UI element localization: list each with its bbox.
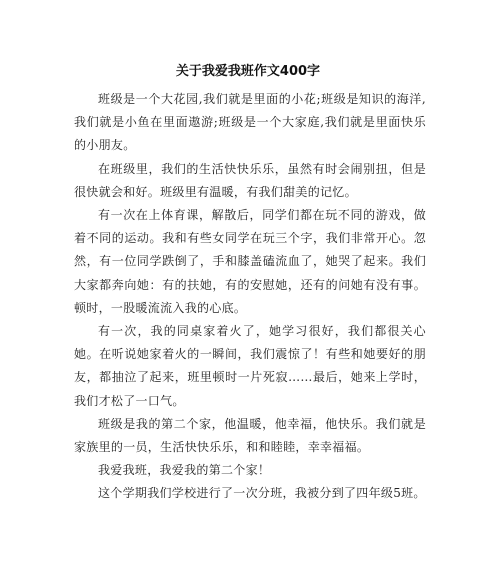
- paragraph-2: 在班级里，我们的生活快快乐乐，虽然有时会闹别扭，但是很快就会和好。班级里有温暖，有我们甜美的记忆。: [74, 161, 426, 199]
- paragraph-7: 这个学期我们学校进行了一次分班，我被分到了四年级5班。: [98, 486, 426, 501]
- paragraph-4: 有一次，我的同桌家着火了，她学习很好，我们都很关心她。在听说她家着火的一瞬间，我们震惊了！有些和她要好的朋友，都抽泣了起来，班里顿时一片死寂……最后，她来上学时，我们才松了一口气。: [74, 324, 426, 408]
- paragraph-5: 班级是我的第二个家，他温暖，他幸福，他快乐。我们就是家族里的一员，生活快快乐乐，和和睦睦，幸幸福福。: [74, 416, 426, 455]
- paragraph-3: 有一次在上体育课，解散后，同学们都在玩不同的游戏，做着不同的运动。我和有些女同学在玩三个字，我们非常开心。忽然，有一位同学跌倒了，手和膝盖磕流血了，她哭了起来。我们大家都奔向她：有的扶她，有的安慰她，还有的问她有没有事。顿时，一股暖流流入我的心底。: [74, 208, 426, 315]
- paragraph-6: 我爱我班，我爱我的第二个家！: [98, 463, 271, 478]
- document-body: [74, 88, 426, 506]
- document-title: 关于我爱我班作文400字: [175, 64, 321, 79]
- paragraph-1: 班级是一个大花园,我们就是里面的小花;班级是知识的海洋,我们就是小鱼在里面遨游;班级是一个大家庭,我们就是里面快乐的小朋友。: [74, 92, 426, 153]
